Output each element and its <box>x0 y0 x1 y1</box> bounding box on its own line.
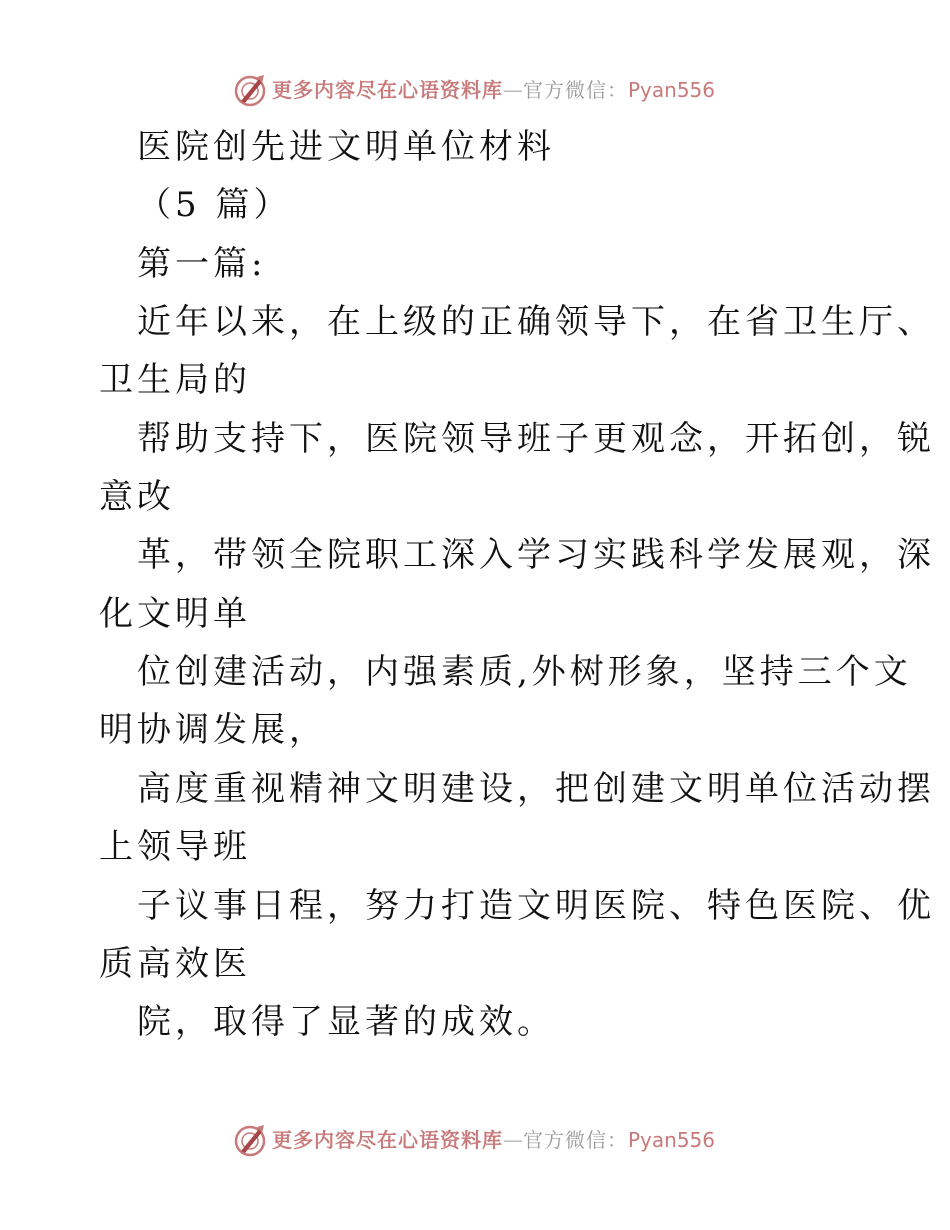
document-title: 医院创先进文明单位材料 <box>137 127 555 167</box>
paragraph-line: 高度重视精神文明建设，把创建文明单位活动摆 <box>137 769 935 809</box>
quill-logo-icon <box>233 73 267 107</box>
document-subtitle: （5 篇） <box>137 185 292 225</box>
banner-wechat-id: Pyan556 <box>628 1128 716 1152</box>
paragraph-line: 上领导班 <box>99 827 251 867</box>
paragraph-line: 帮助支持下，医院领导班子更观念，开拓创，锐 <box>137 419 935 459</box>
banner-wechat-id: Pyan556 <box>628 78 716 102</box>
paragraph-line: 子议事日程，努力打造文明医院、特色医院、优 <box>137 886 935 926</box>
banner-main-text: 更多内容尽在心语资料库 <box>272 1128 503 1152</box>
paragraph-line: 院，取得了显著的成效。 <box>137 1002 555 1042</box>
quill-logo-icon <box>233 1123 267 1157</box>
paragraph-line: 化文明单 <box>99 594 251 634</box>
section-heading: 第一篇: <box>137 244 267 284</box>
footer-banner <box>0 1120 950 1160</box>
paragraph-line: 明协调发展， <box>99 710 327 750</box>
footer-banner-text <box>272 1127 715 1153</box>
header-banner-text <box>272 77 715 103</box>
paragraph-line: 革，带领全院职工深入学习实践科学发展观，深 <box>137 535 935 575</box>
banner-wechat-label: 官方微信： <box>523 1128 628 1152</box>
banner-main-text: 更多内容尽在心语资料库 <box>272 78 503 102</box>
banner-dash: — <box>503 78 523 102</box>
paragraph-line: 近年以来，在上级的正确领导下，在省卫生厅、 <box>137 302 935 342</box>
paragraph-line: 卫生局的 <box>99 360 251 400</box>
header-banner <box>0 70 950 110</box>
banner-dash: — <box>503 1128 523 1152</box>
paragraph-line: 意改 <box>99 477 175 517</box>
paragraph-line: 质高效医 <box>99 944 251 984</box>
banner-wechat-label: 官方微信： <box>523 78 628 102</box>
paragraph-line: 位创建活动，内强素质,外树形象，坚持三个文 <box>137 652 912 692</box>
